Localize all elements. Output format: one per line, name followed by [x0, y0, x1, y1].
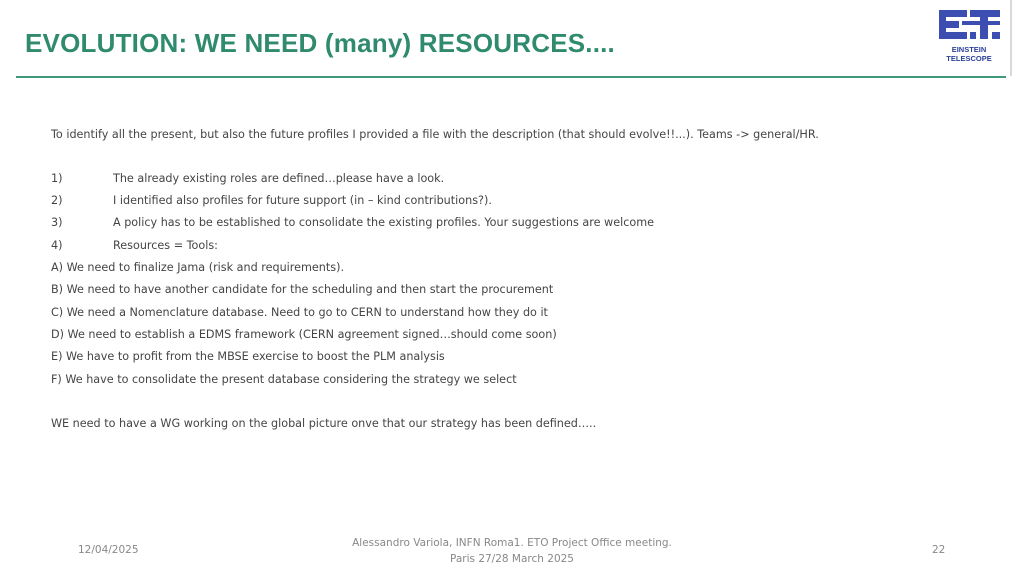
- lettered-item: A) We need to finalize Jama (risk and requirements).: [51, 261, 345, 274]
- logo-text-einstein: EINSTEIN: [951, 45, 987, 54]
- footer-date: 12/04/2025: [78, 544, 139, 556]
- intro-paragraph: To identify all the present, but also the future profiles I provided a file with the description (that should evolve!!...). Teams -> general/HR.: [51, 128, 819, 141]
- logo-text-telescope: TELESCOPE: [946, 54, 992, 63]
- item-text: Resources = Tools:: [113, 239, 218, 252]
- numbered-item: [51, 194, 492, 207]
- numbered-item: [51, 172, 444, 185]
- closing-paragraph: WE need to have a WG working on the global picture onve that our strategy has been defined…..: [51, 417, 597, 430]
- item-text: I identified also profiles for future support (in – kind contributions?).: [113, 194, 492, 207]
- item-number: 1): [51, 172, 63, 185]
- item-text: A policy has to be established to consolidate the existing profiles. Your suggestions are welcome: [113, 216, 654, 229]
- footer-credit-line1: Alessandro Variola, INFN Roma1. ETO Project Office meeting.: [352, 537, 672, 549]
- item-number: 2): [51, 194, 63, 207]
- footer-credit: [312, 535, 712, 567]
- item-number: 3): [51, 216, 63, 229]
- lettered-item: D) We need to establish a EDMS framework (CERN agreement signed…should come soon): [51, 328, 557, 341]
- lettered-item: C) We need a Nomenclature database. Need to go to CERN to understand how they do it: [51, 306, 548, 319]
- lettered-item: B) We need to have another candidate for the scheduling and then start the procurement: [51, 283, 554, 296]
- title-divider: [16, 76, 1006, 78]
- lettered-item: F) We have to consolidate the present database considering the strategy we select: [51, 373, 517, 386]
- numbered-item: [51, 216, 654, 229]
- lettered-item: E) We have to profit from the MBSE exercise to boost the PLM analysis: [51, 350, 445, 363]
- item-text: The already existing roles are defined…please have a look.: [113, 172, 445, 185]
- footer-credit-line2: Paris 27/28 March 2025: [449, 553, 574, 565]
- numbered-item: [51, 239, 218, 252]
- page-number: 22: [932, 544, 946, 556]
- slide-title: EVOLUTION: WE NEED (many) RESOURCES....: [25, 28, 615, 58]
- item-number: 4): [51, 239, 63, 252]
- edge-divider: [1010, 0, 1012, 76]
